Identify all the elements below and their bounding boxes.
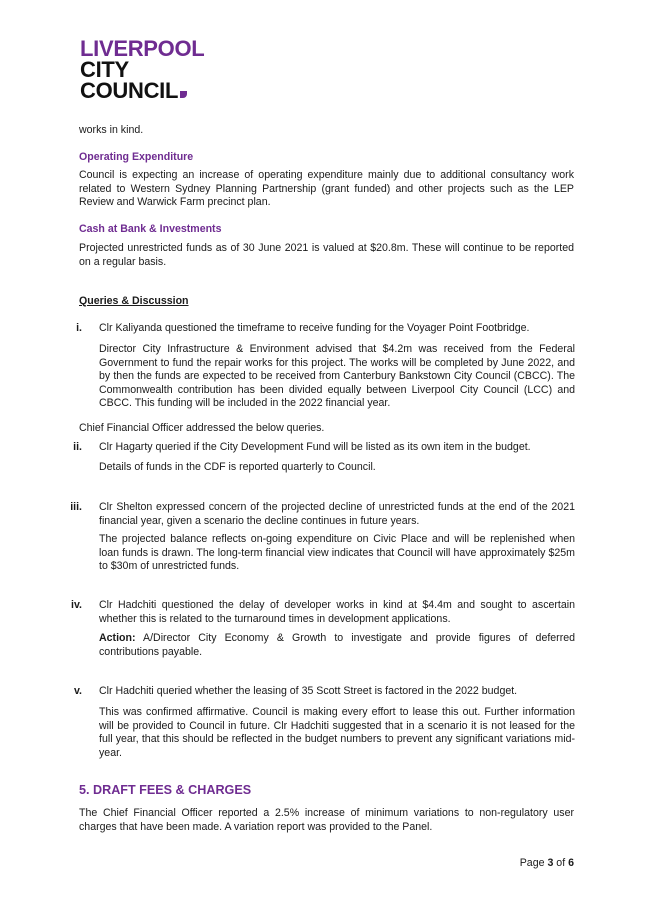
- item-number: ii.: [73, 441, 82, 453]
- item-answer: A/Director City Economy & Growth to investigate and provide figures of deferred contributions payable.: [99, 632, 576, 658]
- action-label: Action:: [99, 632, 136, 644]
- item-action: [99, 632, 575, 659]
- item-question: Clr Hadchiti questioned the delay of developer works in kind at $4.4m and sought to ascertain whether this is related to the turnaround times in development applications.: [99, 599, 575, 625]
- item-answer: Details of funds in the CDF is reported quarterly to Council.: [99, 461, 376, 473]
- cash-heading: Cash at Bank & Investments: [79, 223, 222, 235]
- item-question: Clr Kaliyanda questioned the timeframe to receive funding for the Voyager Point Footbridge.: [99, 322, 530, 334]
- logo-dot-icon: [180, 91, 187, 98]
- item-answer: Director City Infrastructure & Environment advised that $4.2m was received from the Federal Government to fund the repair works for this project. The works will be completed by June 2022, and by then the funds are expected to be received from Canterbury Bankstown City Council (CBCC). The Commonwealth contribution has been divided equally between Liverpool City Council (LCC) and CBCC. This funding will be included in the 2022 financial year.: [99, 343, 575, 410]
- item-question: Clr Hadchiti queried whether the leasing of 35 Scott Street is factored in the 2022 budget.: [99, 685, 518, 697]
- council-logo: [80, 38, 204, 101]
- section-5-title: 5. DRAFT FEES & CHARGES: [79, 783, 252, 797]
- item-question: Clr Hagarty queried if the City Development Fund will be listed as its own item in the budget.: [99, 441, 531, 453]
- cfo-note: Chief Financial Officer addressed the below queries.: [79, 422, 325, 434]
- item-answer: The projected balance reflects on-going expenditure on Civic Place and will be replenished when loan funds is drawn. The long-term financial view indicates that Council will have approximately $25m to $30m of unrestricted funds.: [99, 533, 575, 573]
- queries-heading: Queries & Discussion: [79, 295, 189, 307]
- item-number: i.: [76, 322, 82, 334]
- item-number: iii.: [70, 501, 82, 513]
- logo-line-1: LIVERPOOL: [80, 36, 205, 61]
- item-answer: This was confirmed affirmative. Council is making every effort to lease this out. Further information will be provided to Council in future. Clr Hadchiti suggested that in a scenario it is not leased for the full year, that this should be reflected in the budget numbers to prevent any significant variations mid-year.: [99, 706, 575, 759]
- cash-text: Projected unrestricted funds as of 30 June 2021 is valued at $20.8m. These will continue to be reported on a regular basis.: [79, 242, 574, 268]
- section-5-text: The Chief Financial Officer reported a 2.5% increase of minimum variations to non-regulatory user charges that have been made. A variation report was provided to the Panel.: [79, 807, 574, 833]
- item-number: v.: [73, 685, 82, 697]
- item-number: iv.: [71, 599, 82, 611]
- item-question: Clr Shelton expressed concern of the projected decline of unrestricted funds at the end of the 2021 financial year, given a scenario the decline continues in future years.: [99, 501, 575, 527]
- logo-line-3: COUNCIL: [80, 80, 204, 101]
- operating-text: Council is expecting an increase of operating expenditure mainly due to additional consultancy work related to Western Sydney Planning Partnership (grant funded) and other projects such as the LEP Review and Warwick Farm precinct plan.: [79, 169, 574, 209]
- operating-heading: Operating Expenditure: [79, 151, 194, 163]
- logo-line-2: CITY: [80, 57, 129, 82]
- intro-text: works in kind.: [79, 124, 144, 136]
- page-number: Page 3 of 6: [519, 857, 574, 869]
